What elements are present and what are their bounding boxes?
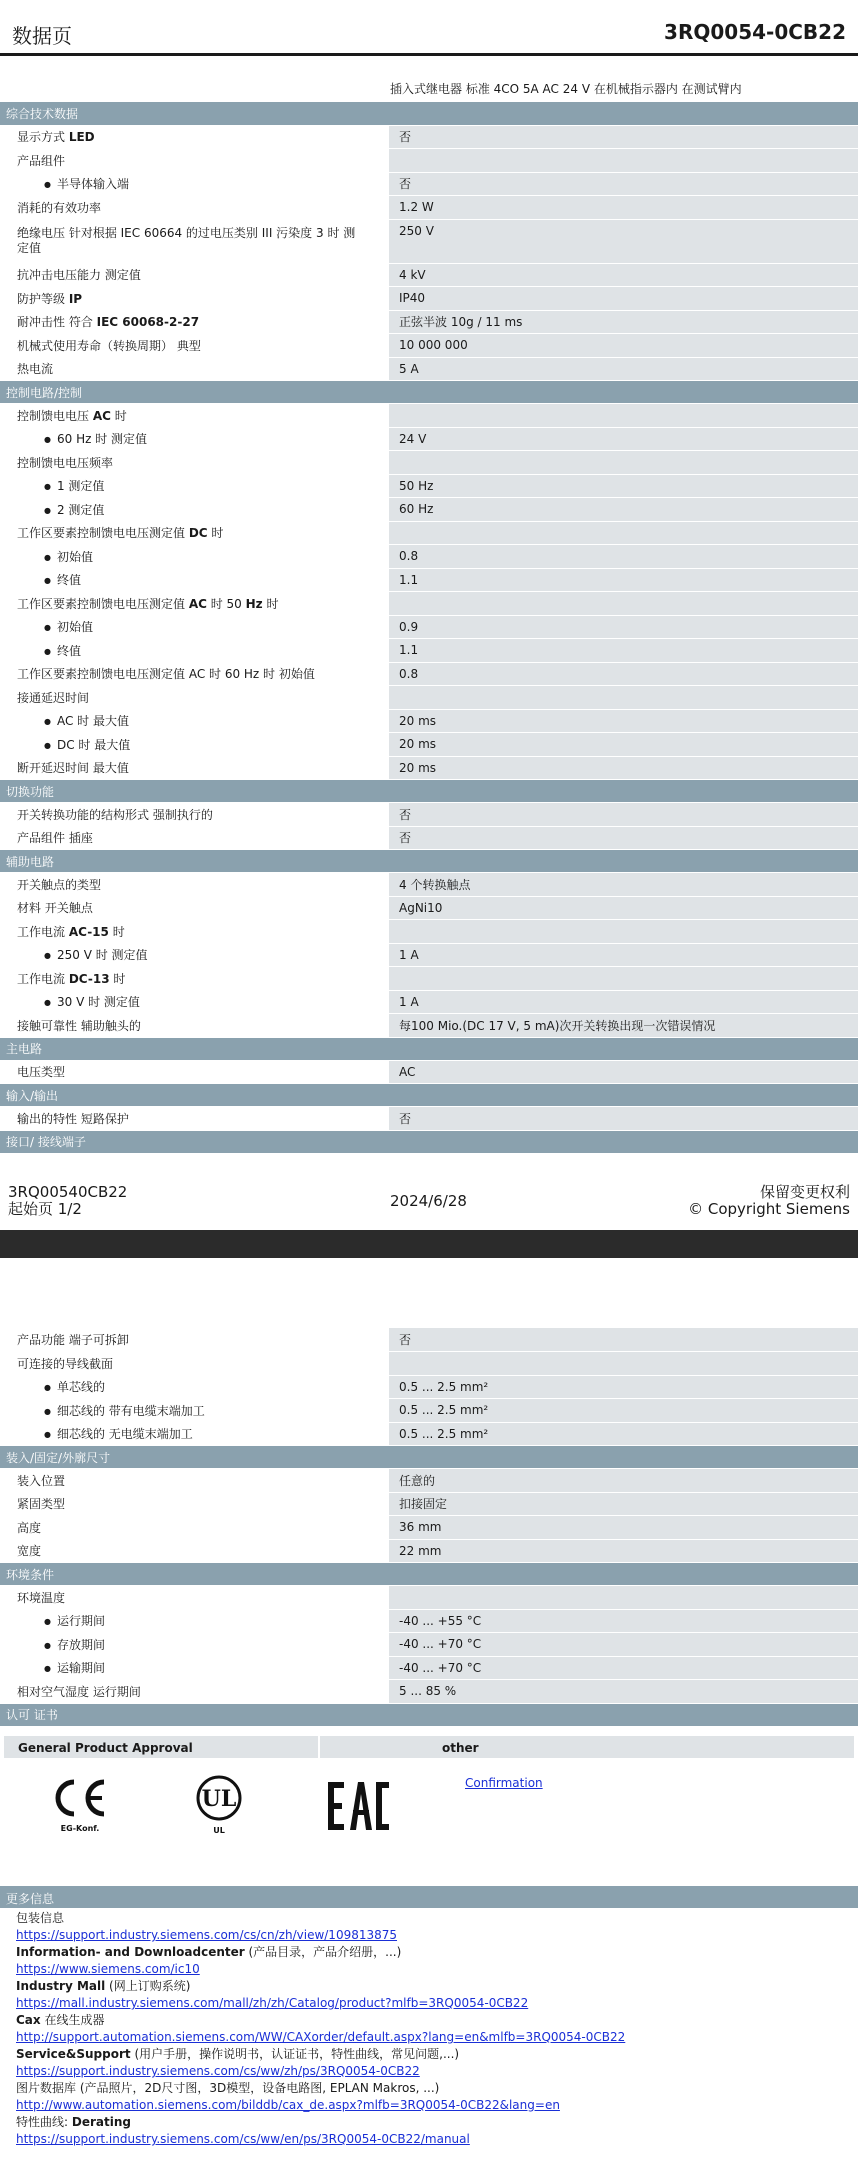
ul-mark-label: UL	[213, 1826, 225, 1835]
table-row: ● 细芯线的 带有电缆末端加工 0.5 ... 2.5 mm²	[0, 1399, 858, 1423]
table-row: 宽度 22 mm	[0, 1539, 858, 1563]
table-row: 工作区要素控制馈电电压测定值 AC 时 50 Hz 时	[0, 592, 858, 616]
section-header: 认可 证书	[0, 1703, 858, 1726]
table-row: ● AC 时 最大值 20 ms	[0, 709, 858, 733]
ce-mark-label: EG-Konf.	[60, 1824, 100, 1833]
list-item: Industry Mall (网上订购系统) https://mall.industry.siemens.com/mall/zh/zh/Catalog/product?mlfb=3RQ0054-0CB22	[16, 1978, 846, 2012]
section-header: 装入/固定/外廓尺寸	[0, 1446, 858, 1469]
table-row: ● 250 V 时 测定值 1 A	[0, 943, 858, 967]
list-item: Service&Support (用户手册，操作说明书，认证证书，特性曲线，常见问题,...) https://support.industry.siemens.com/cs/ww/zh/ps/3RQ0054-0CB22	[16, 2046, 846, 2080]
table-row: 接通延迟时间	[0, 686, 858, 710]
table-row: ● 终值 1.1	[0, 568, 858, 592]
table-row: ● 终值 1.1	[0, 639, 858, 663]
table-row: 高度 36 mm	[0, 1516, 858, 1540]
table-row: ● 2 测定值 60 Hz	[0, 498, 858, 522]
table-row: 热电流 5 A	[0, 357, 858, 381]
page-footer	[0, 1180, 858, 1220]
table-row: ● 1 测定值 50 Hz	[0, 474, 858, 498]
confirmation-link[interactable]: Confirmation	[465, 1776, 543, 1790]
table-row: ● 单芯线的 0.5 ... 2.5 mm²	[0, 1375, 858, 1399]
approval-col-other: other	[442, 1741, 479, 1755]
table-row: 紧固类型 扣接固定	[0, 1492, 858, 1516]
table-row: 显示方式 LED 否	[0, 125, 858, 149]
table-row: 耐冲击性 符合 IEC 60068-2-27 正弦半波 10g / 11 ms	[0, 310, 858, 334]
table-row: 开关触点的类型 4 个转换触点	[0, 873, 858, 897]
datasheet-page-2	[0, 1258, 858, 2159]
table-row: ● 30 V 时 测定值 1 A	[0, 990, 858, 1014]
table-row: 抗冲击电压能力 测定值 4 kV	[0, 263, 858, 287]
section-header: 综合技术数据	[0, 102, 858, 125]
table-row: 断开延迟时间 最大值 20 ms	[0, 756, 858, 780]
header-article-number: 3RQ0054-0CB22	[664, 20, 846, 44]
list-item: Cax 在线生成器 http://support.automation.siemens.com/WW/CAXorder/default.aspx?lang=en&mlfb=3RQ0054-0CB22	[16, 2012, 846, 2046]
footer-article: 3RQ00540CB22	[8, 1183, 128, 1201]
footer-copyright: © Copyright Siemens	[688, 1200, 850, 1218]
table-row: 工作区要素控制馈电电压测定值 DC 时	[0, 521, 858, 545]
table-row: 可连接的导线截面	[0, 1352, 858, 1376]
page-separator	[0, 1230, 858, 1258]
table-row: 工作电流 DC-13 时	[0, 967, 858, 991]
section-header: 辅助电路	[0, 850, 858, 873]
approval-col-divider	[318, 1736, 320, 1758]
table-row: ● DC 时 最大值 20 ms	[0, 733, 858, 757]
table-row: 相对空气湿度 运行期间 5 ... 85 %	[0, 1680, 858, 1704]
approval-col-general: General Product Approval	[18, 1741, 193, 1755]
ul-mark-icon	[194, 1774, 244, 1834]
product-description: 插入式继电器 标准 4CO 5A AC 24 V 在机械指示器内 在测试臂内	[390, 82, 742, 96]
eac-mark-icon	[326, 1780, 390, 1836]
table-row: ● 存放期间 -40 ... +70 °C	[0, 1633, 858, 1657]
table-row: 产品组件 插座 否	[0, 826, 858, 850]
table-row: ● 运输期间 -40 ... +70 °C	[0, 1656, 858, 1680]
table-row: ● 细芯线的 无电缆末端加工 0.5 ... 2.5 mm²	[0, 1422, 858, 1446]
ce-mark-icon	[50, 1776, 110, 1836]
table-row: 防护等级 IP IP40	[0, 287, 858, 311]
table-row: ● 运行期间 -40 ... +55 °C	[0, 1609, 858, 1633]
table-row: 绝缘电压 针对根据 IEC 60664 的过电压类别 III 污染度 3 时 测定值 250 V	[0, 219, 858, 263]
image-database-link[interactable]: http://www.automation.siemens.com/bilddb/cax_de.aspx?mlfb=3RQ0054-0CB22&lang=en	[16, 2098, 560, 2112]
table-row: 开关转换功能的结构形式 强制执行的 否	[0, 803, 858, 827]
table-row: 产品功能 端子可拆卸 否	[0, 1328, 858, 1352]
list-item: 图片数据库 (产品照片，2D尺寸图，3D模型，设备电路图, EPLAN Makros, ...) http://www.automation.siemens.com/bilddb/cax_de.aspx?mlfb=3RQ0054-0CB22&lang=en	[16, 2080, 846, 2114]
industry-mall-link[interactable]: https://mall.industry.siemens.com/mall/zh/zh/Catalog/product?mlfb=3RQ0054-0CB22	[16, 1996, 529, 2010]
table-row: ● 初始值 0.8	[0, 545, 858, 569]
table-row: 消耗的有效功率 1.2 W	[0, 196, 858, 220]
table-row: ● 60 Hz 时 测定值 24 V	[0, 427, 858, 451]
footer-date: 2024/6/28	[390, 1192, 467, 1210]
footer-page-number: 起始页 1/2	[8, 1200, 82, 1218]
table-row: 产品组件	[0, 149, 858, 173]
table-row: 输出的特性 短路保护 否	[0, 1107, 858, 1131]
table-row: 接触可靠性 辅助触头的 每100 Mio.(DC 17 V, 5 mA)次开关转换出现一次错误情况	[0, 1014, 858, 1038]
table-row: ● 初始值 0.9	[0, 615, 858, 639]
table-row: 装入位置 任意的	[0, 1469, 858, 1493]
table-row: 材料 开关触点 AgNi10	[0, 896, 858, 920]
cax-generator-link[interactable]: http://support.automation.siemens.com/WW/CAXorder/default.aspx?lang=en&mlfb=3RQ0054-0CB22	[16, 2030, 626, 2044]
more-info-list	[16, 1910, 846, 2148]
section-header: 接口/ 接线端子	[0, 1130, 858, 1153]
section-header-more-info: 更多信息	[0, 1886, 858, 1908]
packaging-info-link[interactable]: https://support.industry.siemens.com/cs/cn/zh/view/109813875	[16, 1928, 398, 1942]
table-row: 电压类型 AC	[0, 1060, 858, 1084]
spec-table-page2	[0, 1328, 858, 1727]
header-title: 数据页	[12, 24, 72, 48]
service-support-link[interactable]: https://support.industry.siemens.com/cs/ww/zh/ps/3RQ0054-0CB22	[16, 2064, 420, 2078]
approval-table-header	[4, 1736, 854, 1758]
table-row: 环境温度	[0, 1586, 858, 1610]
section-header: 切换功能	[0, 780, 858, 803]
spec-table-page1	[0, 102, 858, 1154]
section-header: 输入/输出	[0, 1084, 858, 1107]
derating-curve-link[interactable]: https://support.industry.siemens.com/cs/ww/en/ps/3RQ0054-0CB22/manual	[16, 2132, 470, 2146]
download-center-link[interactable]: https://www.siemens.com/ic10	[16, 1962, 200, 1976]
list-item: Information- and Downloadcenter (产品目录，产品介绍册，...) https://www.siemens.com/ic10	[16, 1944, 846, 1978]
page-header	[0, 0, 858, 56]
section-header: 控制电路/控制	[0, 381, 858, 404]
footer-rights: 保留变更权利	[759, 1183, 850, 1201]
list-item: 包装信息 https://support.industry.siemens.com/cs/cn/zh/view/109813875	[16, 1910, 846, 1944]
list-item: 特性曲线: Derating https://support.industry.siemens.com/cs/ww/en/ps/3RQ0054-0CB22/manual	[16, 2114, 846, 2148]
table-row: ● 半导体输入端 否	[0, 172, 858, 196]
section-header: 主电路	[0, 1037, 858, 1060]
table-row: 工作电流 AC-15 时	[0, 920, 858, 944]
section-header: 环境条件	[0, 1563, 858, 1586]
svg-text:UL: UL	[201, 1786, 237, 1812]
table-row: 机械式使用寿命（转换周期） 典型 10 000 000	[0, 334, 858, 358]
table-row: 工作区要素控制馈电电压测定值 AC 时 60 Hz 时 初始值 0.8	[0, 662, 858, 686]
table-row: 控制馈电电压频率	[0, 451, 858, 475]
table-row: 控制馈电电压 AC 时	[0, 404, 858, 428]
